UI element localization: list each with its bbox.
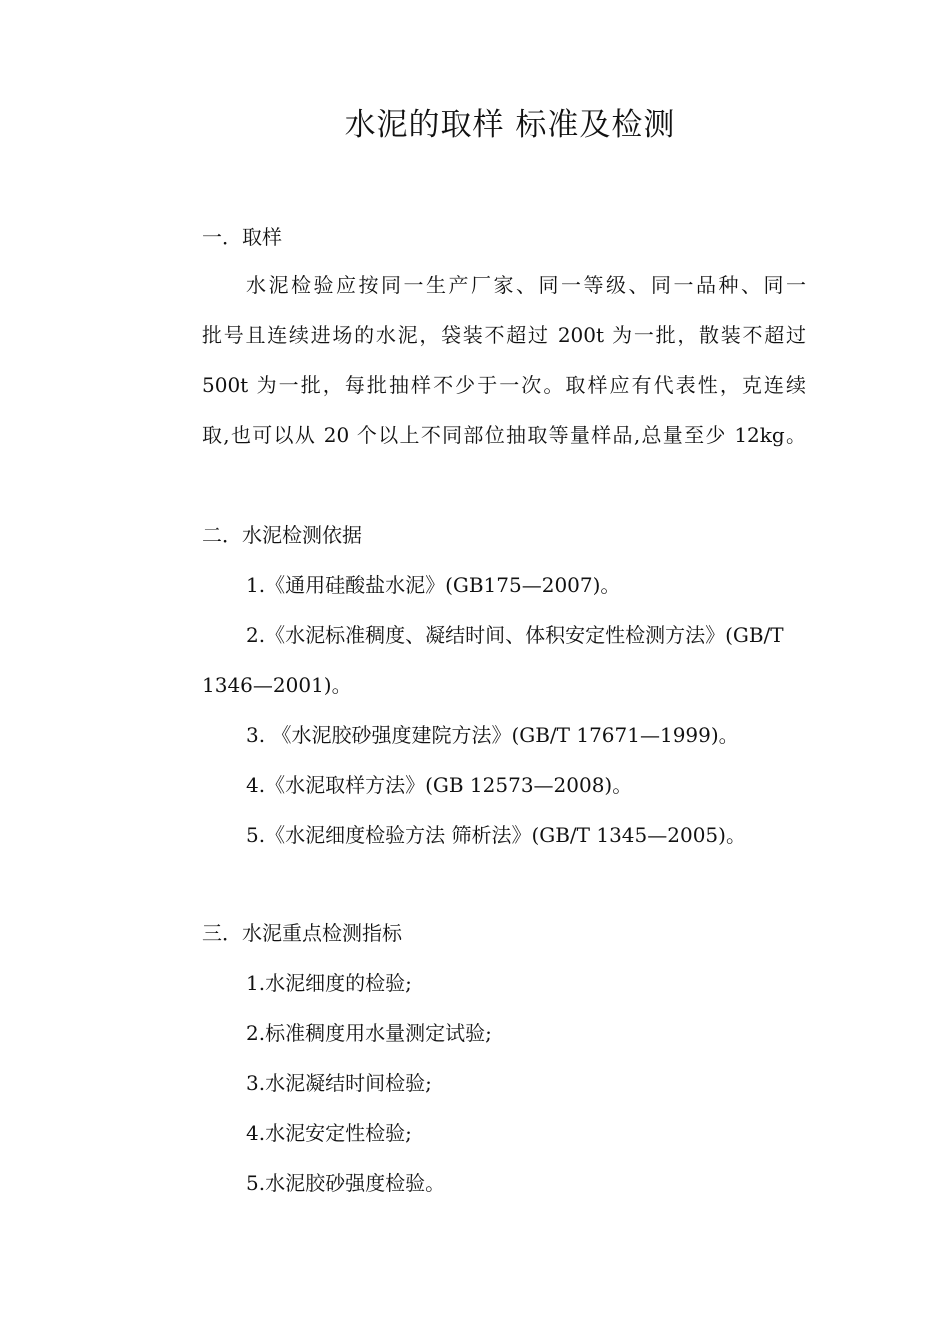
indicator-item: 5.水泥胶砂强度检验。 (246, 1171, 446, 1195)
indicator-item: 1.水泥细度的检验; (246, 971, 412, 995)
indicator-item: 4.水泥安定性检验; (246, 1121, 412, 1145)
document-title: 水泥的取样 标准及检测 (344, 107, 676, 143)
standard-item: 1.《通用硅酸盐水泥》(GB175—2007)。 (246, 573, 621, 597)
section-heading-indicators: 三．水泥重点检测指标 (202, 921, 402, 945)
indicator-item: 2.标准稠度用水量测定试验; (246, 1021, 492, 1045)
paragraph-line: 取,也可以从 20 个以上不同部位抽取等量样品,总量至少 12kg。 (202, 423, 806, 447)
standard-item-continuation: 1346—2001)。 (202, 673, 352, 697)
standard-item: 3. 《水泥胶砂强度建院方法》(GB/T 17671—1999)。 (246, 723, 739, 747)
paragraph-line: 批号且连续进场的水泥，袋装不超过 200t 为一批，散装不超过 (202, 323, 806, 347)
sampling-paragraph (202, 270, 806, 450)
standard-item: 5.《水泥细度检验方法 筛析法》(GB/T 1345—2005)。 (246, 823, 746, 847)
standard-item: 4.《水泥取样方法》(GB 12573—2008)。 (246, 773, 633, 797)
paragraph-line: 水泥检验应按同一生产厂家、同一等级、同一品种、同一 (246, 273, 806, 297)
paragraph-line: 500t 为一批，每批抽样不少于一次。取样应有代表性，克连续 (202, 373, 806, 397)
section-heading-sampling: 一．取样 (202, 225, 282, 249)
standard-item: 2.《水泥标准稠度、凝结时间、体积安定性检测方法》(GB/T (246, 623, 784, 647)
section-heading-standards: 二．水泥检测依据 (202, 523, 362, 547)
indicator-item: 3.水泥凝结时间检验; (246, 1071, 432, 1095)
